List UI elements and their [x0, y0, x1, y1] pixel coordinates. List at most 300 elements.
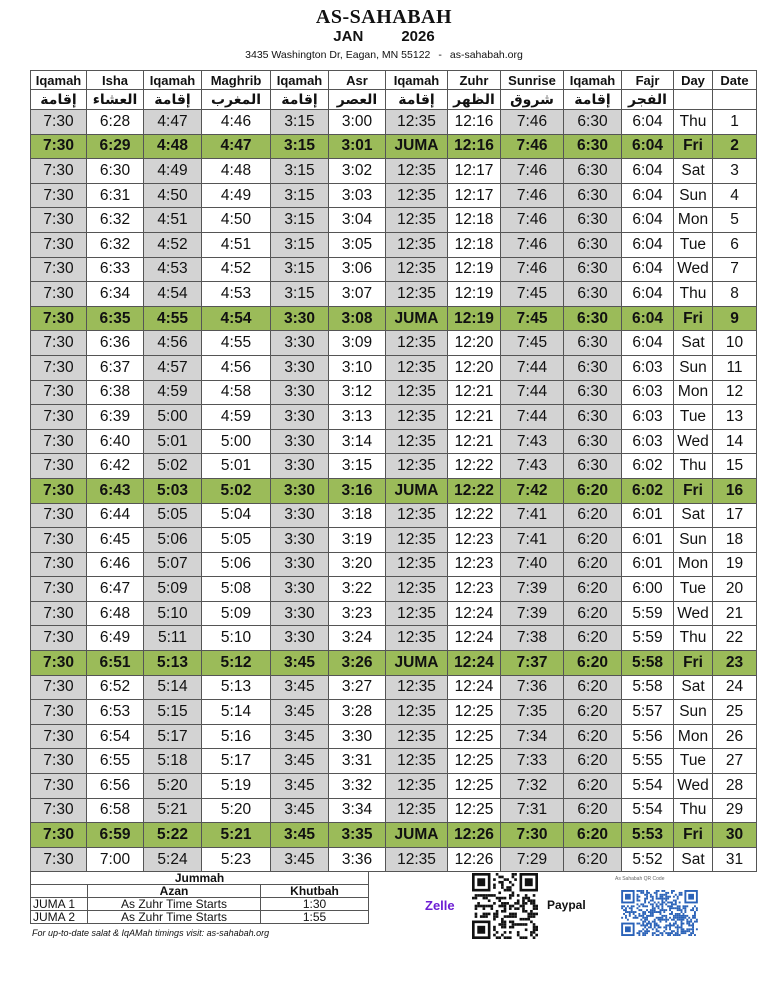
- schedule-cell: 7:38: [501, 626, 564, 651]
- schedule-cell: 3:45: [271, 749, 329, 774]
- schedule-cell: 7:32: [501, 774, 564, 799]
- schedule-cell: 6:20: [564, 528, 622, 553]
- schedule-cell: 6:20: [564, 823, 622, 848]
- schedule-row: [31, 700, 757, 725]
- schedule-cell: 6:03: [622, 355, 674, 380]
- column-header-arabic: العصر: [329, 90, 386, 110]
- schedule-cell: 5:13: [144, 651, 202, 676]
- jummah-title-row: [31, 872, 369, 885]
- schedule-cell: 7:30: [31, 798, 87, 823]
- schedule-cell: 6:35: [87, 306, 144, 331]
- schedule-cell: 7:45: [501, 306, 564, 331]
- schedule-cell: 4:53: [202, 282, 271, 307]
- schedule-row: [31, 478, 757, 503]
- schedule-cell: 6:37: [87, 355, 144, 380]
- schedule-cell: 7:37: [501, 651, 564, 676]
- schedule-cell: 12:25: [448, 749, 501, 774]
- schedule-row: [31, 405, 757, 430]
- schedule-cell: 3:14: [329, 429, 386, 454]
- schedule-cell: 12:35: [386, 454, 448, 479]
- schedule-cell: 12:35: [386, 208, 448, 233]
- schedule-cell: 5: [713, 208, 757, 233]
- schedule-row: [31, 355, 757, 380]
- schedule-cell: 7:30: [31, 134, 87, 159]
- schedule-cell: 6:59: [87, 823, 144, 848]
- schedule-cell: 4:49: [202, 183, 271, 208]
- schedule-cell: 7:30: [31, 651, 87, 676]
- schedule-row: [31, 232, 757, 257]
- schedule-cell: 7:30: [31, 601, 87, 626]
- schedule-cell: 12:19: [448, 306, 501, 331]
- schedule-cell: 6:20: [564, 749, 622, 774]
- schedule-cell: 12:35: [386, 577, 448, 602]
- schedule-cell: 3:28: [329, 700, 386, 725]
- zelle-label: Zelle: [425, 898, 455, 913]
- schedule-cell: Tue: [674, 405, 713, 430]
- qr-caption: As Sahabah QR Code: [615, 876, 665, 882]
- schedule-cell: 12:35: [386, 257, 448, 282]
- column-header: Iqamah: [564, 71, 622, 90]
- schedule-cell: 3:30: [271, 552, 329, 577]
- schedule-cell: 5:20: [202, 798, 271, 823]
- schedule-cell: 7:30: [31, 552, 87, 577]
- schedule-cell: 6:04: [622, 159, 674, 184]
- schedule-cell: 5:21: [202, 823, 271, 848]
- schedule-cell: 3:08: [329, 306, 386, 331]
- schedule-cell: 5:08: [202, 577, 271, 602]
- column-header: Iqamah: [386, 71, 448, 90]
- schedule-cell: 6:34: [87, 282, 144, 307]
- schedule-cell: 6:39: [87, 405, 144, 430]
- paypal-qr-code-icon[interactable]: [621, 890, 698, 936]
- schedule-cell: 7:30: [31, 282, 87, 307]
- schedule-cell: 12:21: [448, 429, 501, 454]
- schedule-cell: 7:30: [31, 208, 87, 233]
- jummah-title: Jummah: [31, 872, 369, 885]
- schedule-cell: 12:21: [448, 380, 501, 405]
- schedule-cell: 3:45: [271, 724, 329, 749]
- schedule-cell: 7:29: [501, 847, 564, 872]
- schedule-cell: 6:30: [564, 380, 622, 405]
- header-row-english: [31, 71, 757, 90]
- column-header: Day: [674, 71, 713, 90]
- schedule-cell: 3:15: [271, 257, 329, 282]
- schedule-cell: 4:56: [144, 331, 202, 356]
- schedule-cell: 12:18: [448, 208, 501, 233]
- column-header-arabic: العشاء: [87, 90, 144, 110]
- schedule-cell: 4:53: [144, 257, 202, 282]
- schedule-cell: Thu: [674, 626, 713, 651]
- column-header-arabic: الفجر: [622, 90, 674, 110]
- schedule-cell: 15: [713, 454, 757, 479]
- schedule-cell: 5:01: [144, 429, 202, 454]
- schedule-cell: 5:54: [622, 774, 674, 799]
- schedule-cell: 12:35: [386, 774, 448, 799]
- schedule-cell: 3:30: [271, 478, 329, 503]
- column-header: Sunrise: [501, 71, 564, 90]
- schedule-cell: 6:03: [622, 405, 674, 430]
- schedule-cell: 4:47: [144, 110, 202, 135]
- schedule-cell: 7:41: [501, 528, 564, 553]
- schedule-row: [31, 282, 757, 307]
- schedule-cell: 12:35: [386, 331, 448, 356]
- schedule-cell: 12:20: [448, 331, 501, 356]
- schedule-cell: 27: [713, 749, 757, 774]
- column-header: Date: [713, 71, 757, 90]
- schedule-cell: 7:30: [31, 503, 87, 528]
- schedule-cell: 4:55: [144, 306, 202, 331]
- schedule-cell: 6:28: [87, 110, 144, 135]
- jummah-name: JUMA 2: [31, 911, 88, 924]
- schedule-cell: 6:20: [564, 724, 622, 749]
- schedule-cell: 6:20: [564, 798, 622, 823]
- schedule-cell: Tue: [674, 577, 713, 602]
- schedule-cell: 3:34: [329, 798, 386, 823]
- schedule-cell: 12:35: [386, 355, 448, 380]
- schedule-cell: 3:30: [271, 577, 329, 602]
- schedule-cell: 4:51: [144, 208, 202, 233]
- schedule-cell: 12:35: [386, 282, 448, 307]
- schedule-cell: 17: [713, 503, 757, 528]
- schedule-cell: Sat: [674, 503, 713, 528]
- schedule-cell: 5:02: [202, 478, 271, 503]
- schedule-cell: 5:53: [622, 823, 674, 848]
- schedule-cell: 7:43: [501, 429, 564, 454]
- schedule-row: [31, 774, 757, 799]
- schedule-cell: 7:40: [501, 552, 564, 577]
- schedule-cell: 1: [713, 110, 757, 135]
- schedule-cell: 30: [713, 823, 757, 848]
- schedule-row: [31, 183, 757, 208]
- schedule-cell: 3:06: [329, 257, 386, 282]
- schedule-cell: 6:30: [564, 454, 622, 479]
- schedule-cell: 12:19: [448, 257, 501, 282]
- schedule-cell: 3:15: [271, 134, 329, 159]
- schedule-cell: 7:33: [501, 749, 564, 774]
- schedule-cell: 6:30: [564, 355, 622, 380]
- schedule-cell: 4:54: [144, 282, 202, 307]
- schedule-cell: 6:20: [564, 847, 622, 872]
- schedule-cell: 12: [713, 380, 757, 405]
- schedule-cell: 5:58: [622, 675, 674, 700]
- schedule-cell: 6:03: [622, 380, 674, 405]
- schedule-cell: 5:55: [622, 749, 674, 774]
- column-header-arabic: إقامة: [31, 90, 87, 110]
- schedule-cell: 7:34: [501, 724, 564, 749]
- schedule-cell: 5:02: [144, 454, 202, 479]
- schedule-body: [31, 110, 757, 872]
- jummah-khutbah: 1:55: [261, 911, 369, 924]
- schedule-cell: 3:04: [329, 208, 386, 233]
- schedule-cell: 3:15: [271, 183, 329, 208]
- jummah-azan: As Zuhr Time Starts: [88, 911, 261, 924]
- schedule-row: [31, 724, 757, 749]
- schedule-cell: 23: [713, 651, 757, 676]
- schedule-cell: Fri: [674, 306, 713, 331]
- column-header: Iqamah: [144, 71, 202, 90]
- schedule-cell: 13: [713, 405, 757, 430]
- schedule-cell: 3:01: [329, 134, 386, 159]
- schedule-cell: 3:15: [329, 454, 386, 479]
- schedule-cell: 18: [713, 528, 757, 553]
- schedule-cell: 7:44: [501, 405, 564, 430]
- schedule-cell: 3:45: [271, 847, 329, 872]
- schedule-cell: 5:19: [202, 774, 271, 799]
- schedule-cell: 5:59: [622, 626, 674, 651]
- schedule-cell: Thu: [674, 798, 713, 823]
- schedule-cell: 12:22: [448, 454, 501, 479]
- schedule-cell: Fri: [674, 651, 713, 676]
- schedule-cell: 24: [713, 675, 757, 700]
- jummah-empty-cell: [31, 885, 88, 898]
- column-header-arabic: إقامة: [564, 90, 622, 110]
- schedule-row: [31, 847, 757, 872]
- schedule-cell: 5:09: [144, 577, 202, 602]
- schedule-row: [31, 454, 757, 479]
- schedule-cell: 5:23: [202, 847, 271, 872]
- schedule-cell: 4:50: [144, 183, 202, 208]
- schedule-cell: 4:51: [202, 232, 271, 257]
- schedule-cell: 3:00: [329, 110, 386, 135]
- schedule-cell: JUMA: [386, 478, 448, 503]
- schedule-cell: 5:21: [144, 798, 202, 823]
- schedule-cell: 5:12: [202, 651, 271, 676]
- schedule-cell: 7:30: [31, 306, 87, 331]
- schedule-cell: 12:19: [448, 282, 501, 307]
- schedule-cell: 12:24: [448, 651, 501, 676]
- schedule-cell: 7:30: [31, 675, 87, 700]
- schedule-cell: 7:43: [501, 454, 564, 479]
- schedule-cell: Sun: [674, 528, 713, 553]
- schedule-cell: Sat: [674, 331, 713, 356]
- schedule-cell: 6:54: [87, 724, 144, 749]
- schedule-cell: 3:12: [329, 380, 386, 405]
- schedule-cell: 12:23: [448, 552, 501, 577]
- schedule-row: [31, 380, 757, 405]
- schedule-cell: 3: [713, 159, 757, 184]
- schedule-cell: 7:30: [31, 724, 87, 749]
- schedule-cell: 6:04: [622, 110, 674, 135]
- schedule-cell: 6:30: [564, 306, 622, 331]
- column-header-arabic: إقامة: [271, 90, 329, 110]
- prayer-schedule-table: [30, 70, 757, 872]
- schedule-cell: 7:30: [501, 823, 564, 848]
- schedule-row: [31, 651, 757, 676]
- schedule-cell: 12:35: [386, 232, 448, 257]
- schedule-cell: 3:26: [329, 651, 386, 676]
- schedule-cell: 12:35: [386, 798, 448, 823]
- schedule-cell: 7:39: [501, 577, 564, 602]
- address-separator: -: [438, 49, 442, 61]
- schedule-cell: Mon: [674, 724, 713, 749]
- schedule-cell: 4:52: [202, 257, 271, 282]
- jummah-row: [31, 911, 369, 924]
- website-link[interactable]: as-sahabah.org: [449, 49, 523, 61]
- schedule-cell: 12:25: [448, 774, 501, 799]
- zelle-qr-code-icon[interactable]: [472, 873, 538, 939]
- schedule-cell: 6:04: [622, 331, 674, 356]
- schedule-cell: 7:30: [31, 700, 87, 725]
- schedule-cell: JUMA: [386, 651, 448, 676]
- schedule-cell: 12:26: [448, 823, 501, 848]
- schedule-cell: 3:23: [329, 601, 386, 626]
- schedule-cell: 4:47: [202, 134, 271, 159]
- schedule-cell: 3:30: [271, 405, 329, 430]
- schedule-cell: 9: [713, 306, 757, 331]
- schedule-cell: 6:20: [564, 675, 622, 700]
- schedule-cell: 6:30: [564, 405, 622, 430]
- schedule-cell: 26: [713, 724, 757, 749]
- schedule-cell: 6:20: [564, 577, 622, 602]
- jummah-khutbah: 1:30: [261, 898, 369, 911]
- schedule-cell: Fri: [674, 134, 713, 159]
- schedule-cell: 6:01: [622, 552, 674, 577]
- schedule-cell: 6:32: [87, 208, 144, 233]
- schedule-cell: 12:35: [386, 626, 448, 651]
- schedule-cell: 5:05: [202, 528, 271, 553]
- jummah-name: JUMA 1: [31, 898, 88, 911]
- schedule-cell: 6:29: [87, 134, 144, 159]
- schedule-cell: 5:07: [144, 552, 202, 577]
- schedule-cell: 6:20: [564, 503, 622, 528]
- schedule-cell: 7:30: [31, 454, 87, 479]
- schedule-cell: 16: [713, 478, 757, 503]
- schedule-cell: 5:13: [202, 675, 271, 700]
- schedule-cell: 12:23: [448, 577, 501, 602]
- schedule-cell: 3:45: [271, 823, 329, 848]
- schedule-cell: 7:30: [31, 232, 87, 257]
- schedule-cell: 3:45: [271, 774, 329, 799]
- column-header-arabic: [674, 90, 713, 110]
- schedule-cell: 4:48: [144, 134, 202, 159]
- schedule-cell: 6:20: [564, 478, 622, 503]
- schedule-cell: 4:46: [202, 110, 271, 135]
- schedule-cell: Sun: [674, 355, 713, 380]
- schedule-cell: 3:18: [329, 503, 386, 528]
- schedule-cell: Wed: [674, 429, 713, 454]
- schedule-cell: 4:57: [144, 355, 202, 380]
- schedule-cell: 6:51: [87, 651, 144, 676]
- schedule-cell: 3:27: [329, 675, 386, 700]
- schedule-cell: 12:35: [386, 380, 448, 405]
- schedule-cell: 3:45: [271, 798, 329, 823]
- schedule-row: [31, 110, 757, 135]
- schedule-cell: 5:09: [202, 601, 271, 626]
- schedule-cell: 6:55: [87, 749, 144, 774]
- schedule-cell: 5:04: [202, 503, 271, 528]
- schedule-cell: 12:35: [386, 724, 448, 749]
- schedule-cell: 7:46: [501, 208, 564, 233]
- schedule-row: [31, 552, 757, 577]
- schedule-cell: 3:30: [271, 380, 329, 405]
- schedule-cell: 12:35: [386, 675, 448, 700]
- year-label: 2026: [401, 28, 435, 45]
- schedule-cell: 7:44: [501, 380, 564, 405]
- schedule-row: [31, 601, 757, 626]
- jummah-header-row: [31, 885, 369, 898]
- schedule-cell: 7:42: [501, 478, 564, 503]
- schedule-cell: 7:30: [31, 405, 87, 430]
- schedule-cell: 6:30: [564, 159, 622, 184]
- schedule-cell: 12:35: [386, 405, 448, 430]
- schedule-cell: 12:35: [386, 552, 448, 577]
- masjid-title: AS-SAHABAH: [315, 6, 453, 28]
- schedule-cell: 7:30: [31, 380, 87, 405]
- schedule-cell: 6:53: [87, 700, 144, 725]
- schedule-cell: 3:16: [329, 478, 386, 503]
- schedule-cell: 12:35: [386, 700, 448, 725]
- schedule-cell: 12:20: [448, 355, 501, 380]
- schedule-row: [31, 331, 757, 356]
- schedule-cell: 7: [713, 257, 757, 282]
- schedule-cell: 7:35: [501, 700, 564, 725]
- schedule-cell: 3:30: [271, 429, 329, 454]
- schedule-cell: 3:30: [329, 724, 386, 749]
- schedule-cell: 3:07: [329, 282, 386, 307]
- schedule-cell: 6:42: [87, 454, 144, 479]
- schedule-cell: 5:00: [144, 405, 202, 430]
- schedule-cell: 12:35: [386, 159, 448, 184]
- schedule-cell: 3:15: [271, 208, 329, 233]
- column-header: Iqamah: [271, 71, 329, 90]
- schedule-cell: 6:20: [564, 552, 622, 577]
- schedule-cell: 21: [713, 601, 757, 626]
- schedule-cell: 12:24: [448, 601, 501, 626]
- schedule-cell: 3:09: [329, 331, 386, 356]
- schedule-cell: 3:30: [271, 528, 329, 553]
- schedule-cell: 7:31: [501, 798, 564, 823]
- schedule-cell: 6:40: [87, 429, 144, 454]
- column-header-arabic: المغرب: [202, 90, 271, 110]
- schedule-cell: 5:10: [144, 601, 202, 626]
- schedule-cell: 3:35: [329, 823, 386, 848]
- footer-section: [30, 871, 768, 986]
- schedule-cell: 7:30: [31, 774, 87, 799]
- schedule-cell: 7:46: [501, 232, 564, 257]
- schedule-cell: 4:52: [144, 232, 202, 257]
- schedule-row: [31, 626, 757, 651]
- schedule-row: [31, 306, 757, 331]
- schedule-cell: 7:30: [31, 823, 87, 848]
- schedule-cell: 3:30: [271, 306, 329, 331]
- schedule-cell: 5:52: [622, 847, 674, 872]
- schedule-cell: 7:39: [501, 601, 564, 626]
- schedule-cell: Wed: [674, 601, 713, 626]
- schedule-cell: 12:35: [386, 528, 448, 553]
- schedule-cell: 5:14: [202, 700, 271, 725]
- schedule-cell: 5:06: [202, 552, 271, 577]
- schedule-cell: 4:48: [202, 159, 271, 184]
- schedule-cell: 4:50: [202, 208, 271, 233]
- schedule-cell: 6:58: [87, 798, 144, 823]
- schedule-cell: 6:04: [622, 306, 674, 331]
- schedule-cell: 5:01: [202, 454, 271, 479]
- address-line: [0, 48, 768, 62]
- schedule-cell: 5:54: [622, 798, 674, 823]
- schedule-cell: 5:17: [202, 749, 271, 774]
- azan-header: Azan: [88, 885, 261, 898]
- schedule-row: [31, 823, 757, 848]
- schedule-cell: 5:16: [202, 724, 271, 749]
- schedule-cell: 3:15: [271, 159, 329, 184]
- schedule-cell: 3:15: [271, 232, 329, 257]
- schedule-cell: 6:04: [622, 134, 674, 159]
- schedule-row: [31, 208, 757, 233]
- schedule-cell: 3:36: [329, 847, 386, 872]
- schedule-cell: 5:22: [144, 823, 202, 848]
- schedule-cell: 7:45: [501, 331, 564, 356]
- schedule-cell: 6:56: [87, 774, 144, 799]
